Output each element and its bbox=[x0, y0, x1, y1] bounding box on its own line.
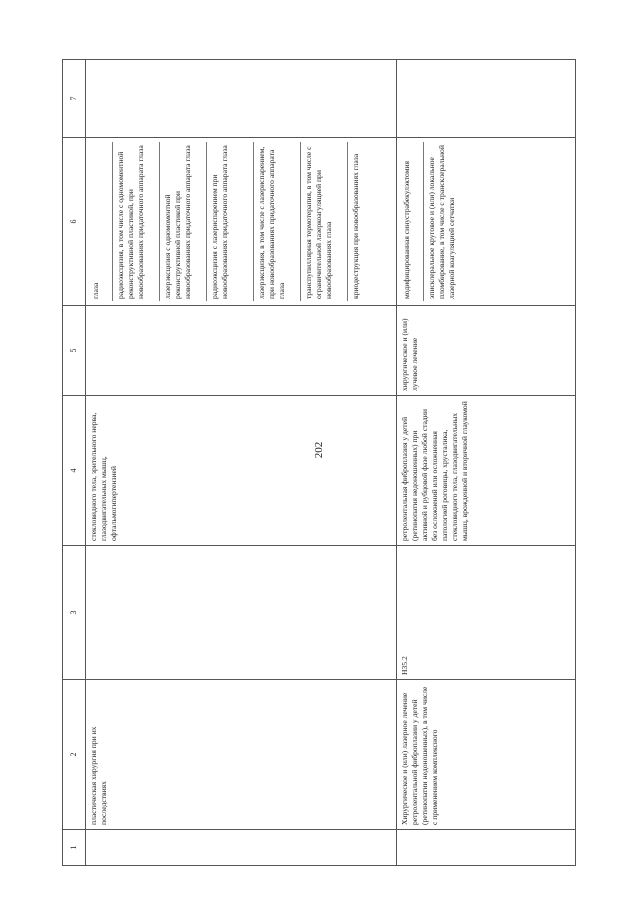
treatment-methods-list bbox=[399, 142, 470, 301]
header-col-1: 1 bbox=[63, 830, 86, 866]
header-col-4: 4 bbox=[63, 396, 86, 546]
header-col-6: 6 bbox=[63, 138, 86, 306]
cell-row2-col3: H35.2 bbox=[397, 546, 576, 680]
cell-row1-col5 bbox=[86, 306, 397, 396]
procedures-table-sheet bbox=[62, 60, 576, 866]
cell-row1-col6 bbox=[86, 138, 397, 306]
list-item: лазерэксцизия, в том числе с лазериспарением, при новообразованиях придаточного аппарата глаза bbox=[253, 142, 300, 301]
list-item: радиоэксцизия с лазериспарением при новообразованиях придаточного аппарата глаза bbox=[206, 142, 253, 301]
procedures-table bbox=[62, 59, 576, 866]
cell-row2-col1 bbox=[397, 830, 576, 866]
cell-row1-col4: стекловидного тела, зрительного нерва, глазодвигательных мышц, офтальмогипертензией bbox=[86, 396, 397, 546]
header-row bbox=[63, 60, 86, 866]
list-item: криодеструкция при новообразованиях глаза bbox=[347, 142, 394, 301]
cell-row1-col7 bbox=[86, 60, 397, 138]
cell-row2-col6 bbox=[397, 138, 576, 306]
header-col-3: 3 bbox=[63, 546, 86, 680]
header-col-2: 2 bbox=[63, 680, 86, 830]
cell-row2-col4: ретролентальная фиброплазия у детей (ретинопатия недоношенных) при активной и рубцовой фазе любой стадии без осложнений или осложненная патологией роговицы, хрусталика, стекловидного тела, глазодвигательных мышц, врожденной и вторичной глаукомой bbox=[397, 396, 576, 546]
list-item: транспупиллярная термотерапия, в том числе с ограничительной лазеркоагуляцией при новообразованиях глаза bbox=[300, 142, 347, 301]
header-col-7: 7 bbox=[63, 60, 86, 138]
list-item: лазерэксцизия с одномоментной реконструктивной пластикой при новообразованиях придаточного аппарата глаза bbox=[159, 142, 206, 301]
table-row bbox=[86, 60, 397, 866]
table-row bbox=[397, 60, 576, 866]
header-col-5: 5 bbox=[63, 306, 86, 396]
list-item: радиоэксцизия, в том числе с одномоментной реконструктивной пластикой, при новообразованиях придаточного аппарата глаза bbox=[112, 142, 159, 301]
cell-row2-col5: хирургическое и (или) лучевое лечение bbox=[397, 306, 576, 396]
cell-row1-col3 bbox=[86, 546, 397, 680]
cell-row1-col1 bbox=[86, 830, 397, 866]
list-item: глаза bbox=[91, 282, 100, 299]
list-item: эписклеральное круговое и (или) локальное пломбирование, в том числе с трансклеральной лазерной коагуляцией сетчатки bbox=[423, 142, 470, 301]
cell-row2-col2: Хирургическое и (или) лазерное лечение ретролентальной фиброплазии у детей (ретинопатии недоношенных), в том числе с применением комплексного bbox=[397, 680, 576, 830]
cell-row2-col7 bbox=[397, 60, 576, 138]
cell-row1-col2: пластическая хирургия при их последствиях bbox=[86, 680, 397, 830]
page-number: 202 bbox=[313, 441, 325, 459]
treatment-methods-list bbox=[88, 142, 394, 301]
list-item: модифицированная синустрабекулэктомия bbox=[402, 160, 411, 299]
